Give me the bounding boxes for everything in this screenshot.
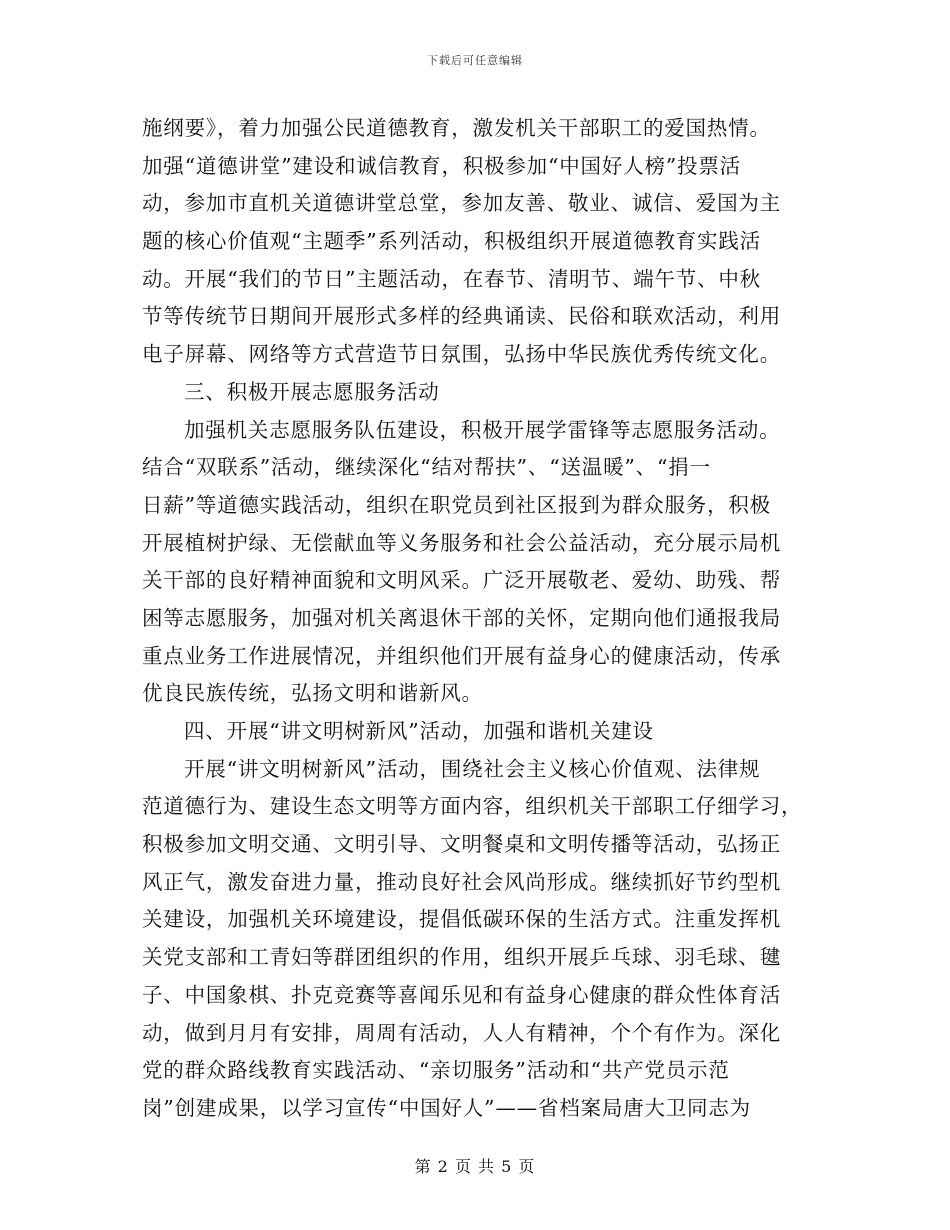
- text-line: 题的核心价值观“主题季”系列活动，积极组织开展道德教育实践活: [142, 229, 761, 254]
- text-line: 加强“道德讲堂”建设和诚信教育，积极参加“中国好人榜”投票活: [142, 153, 741, 178]
- text-line: 岗”创建成果，以学习宣传“中国好人”——省档案局唐大卫同志为: [142, 1095, 751, 1120]
- text-line: 日薪”等道德实践活动，组织在职党员到社区报到为群众服务，积极: [142, 492, 771, 517]
- section-heading: 四、开展“讲文明树新风”活动，加强和谐机关建设: [184, 719, 654, 743]
- text-line: 动。开展“我们的节日”主题活动，在春节、清明节、端午节、中秋: [142, 266, 761, 291]
- text-line: 重点业务工作进展情况，并组织他们开展有益身心的健康活动，传承: [142, 643, 781, 668]
- text-line: 关建设，加强机关环境建设，提倡低碳环保的生活方式。注重发挥机: [142, 907, 781, 932]
- text-line: 优良民族传统，弘扬文明和谐新风。: [142, 681, 483, 706]
- text-line: 关党支部和工青妇等群团组织的作用，组织开展乒乓球、羽毛球、毽: [142, 945, 781, 970]
- document-body: [142, 110, 810, 1128]
- page-number: 第 2 页 共 5 页: [414, 1157, 536, 1176]
- section-heading: 三、积极开展志愿服务活动: [184, 379, 440, 404]
- text-line: 节等传统节日期间开展形式多样的经典诵读、民俗和联欢活动，利用: [142, 304, 781, 329]
- text-line: 范道德行为、建设生态文明等方面内容，组织机关干部职工仔细学习，: [142, 794, 803, 819]
- text-line: 开展“讲文明树新风”活动，围绕社会主义核心价值观、法律规: [184, 756, 761, 781]
- text-line: 施纲要》，着力加强公民道德教育，激发机关干部职工的爱国热情。: [142, 116, 771, 140]
- text-line: 党的群众路线教育实践活动、“亲切服务”活动和“共产党员示范: [142, 1058, 730, 1083]
- text-line: 动，参加市直机关道德讲堂总堂，参加友善、敬业、诚信、爱国为主: [142, 191, 781, 216]
- text-line: 电子屏幕、网络等方式营造节日氛围，弘扬中华民族优秀传统文化。: [142, 342, 781, 367]
- text-line: 积极参加文明交通、文明引导、文明餐桌和文明传播等活动，弘扬正: [142, 832, 781, 857]
- text-line: 子、中国象棋、扑克竞赛等喜闻乐见和有益身心健康的群众性体育活: [142, 982, 781, 1007]
- text-line: 风正气，激发奋进力量，推动良好社会风尚形成。继续抓好节约型机: [142, 869, 781, 894]
- text-line: 结合“双联系”活动，继续深化“结对帮扶”、“送温暖”、“捐一: [142, 455, 711, 480]
- page-header: 下载后可任意编辑: [427, 54, 523, 67]
- text-line: 动，做到月月有安排，周周有活动，人人有精神，个个有作为。深化: [142, 1020, 781, 1045]
- text-line: 开展植树护绿、无偿献血等义务服务和社会公益活动，充分展示局机: [142, 530, 781, 555]
- text-line: 关干部的良好精神面貌和文明风采。广泛开展敬老、爱幼、助残、帮: [142, 568, 781, 593]
- text-line: 困等志愿服务，加强对机关离退休干部的关怀，定期向他们通报我局: [142, 605, 781, 630]
- text-line: 加强机关志愿服务队伍建设，积极开展学雷锋等志愿服务活动。: [184, 417, 781, 442]
